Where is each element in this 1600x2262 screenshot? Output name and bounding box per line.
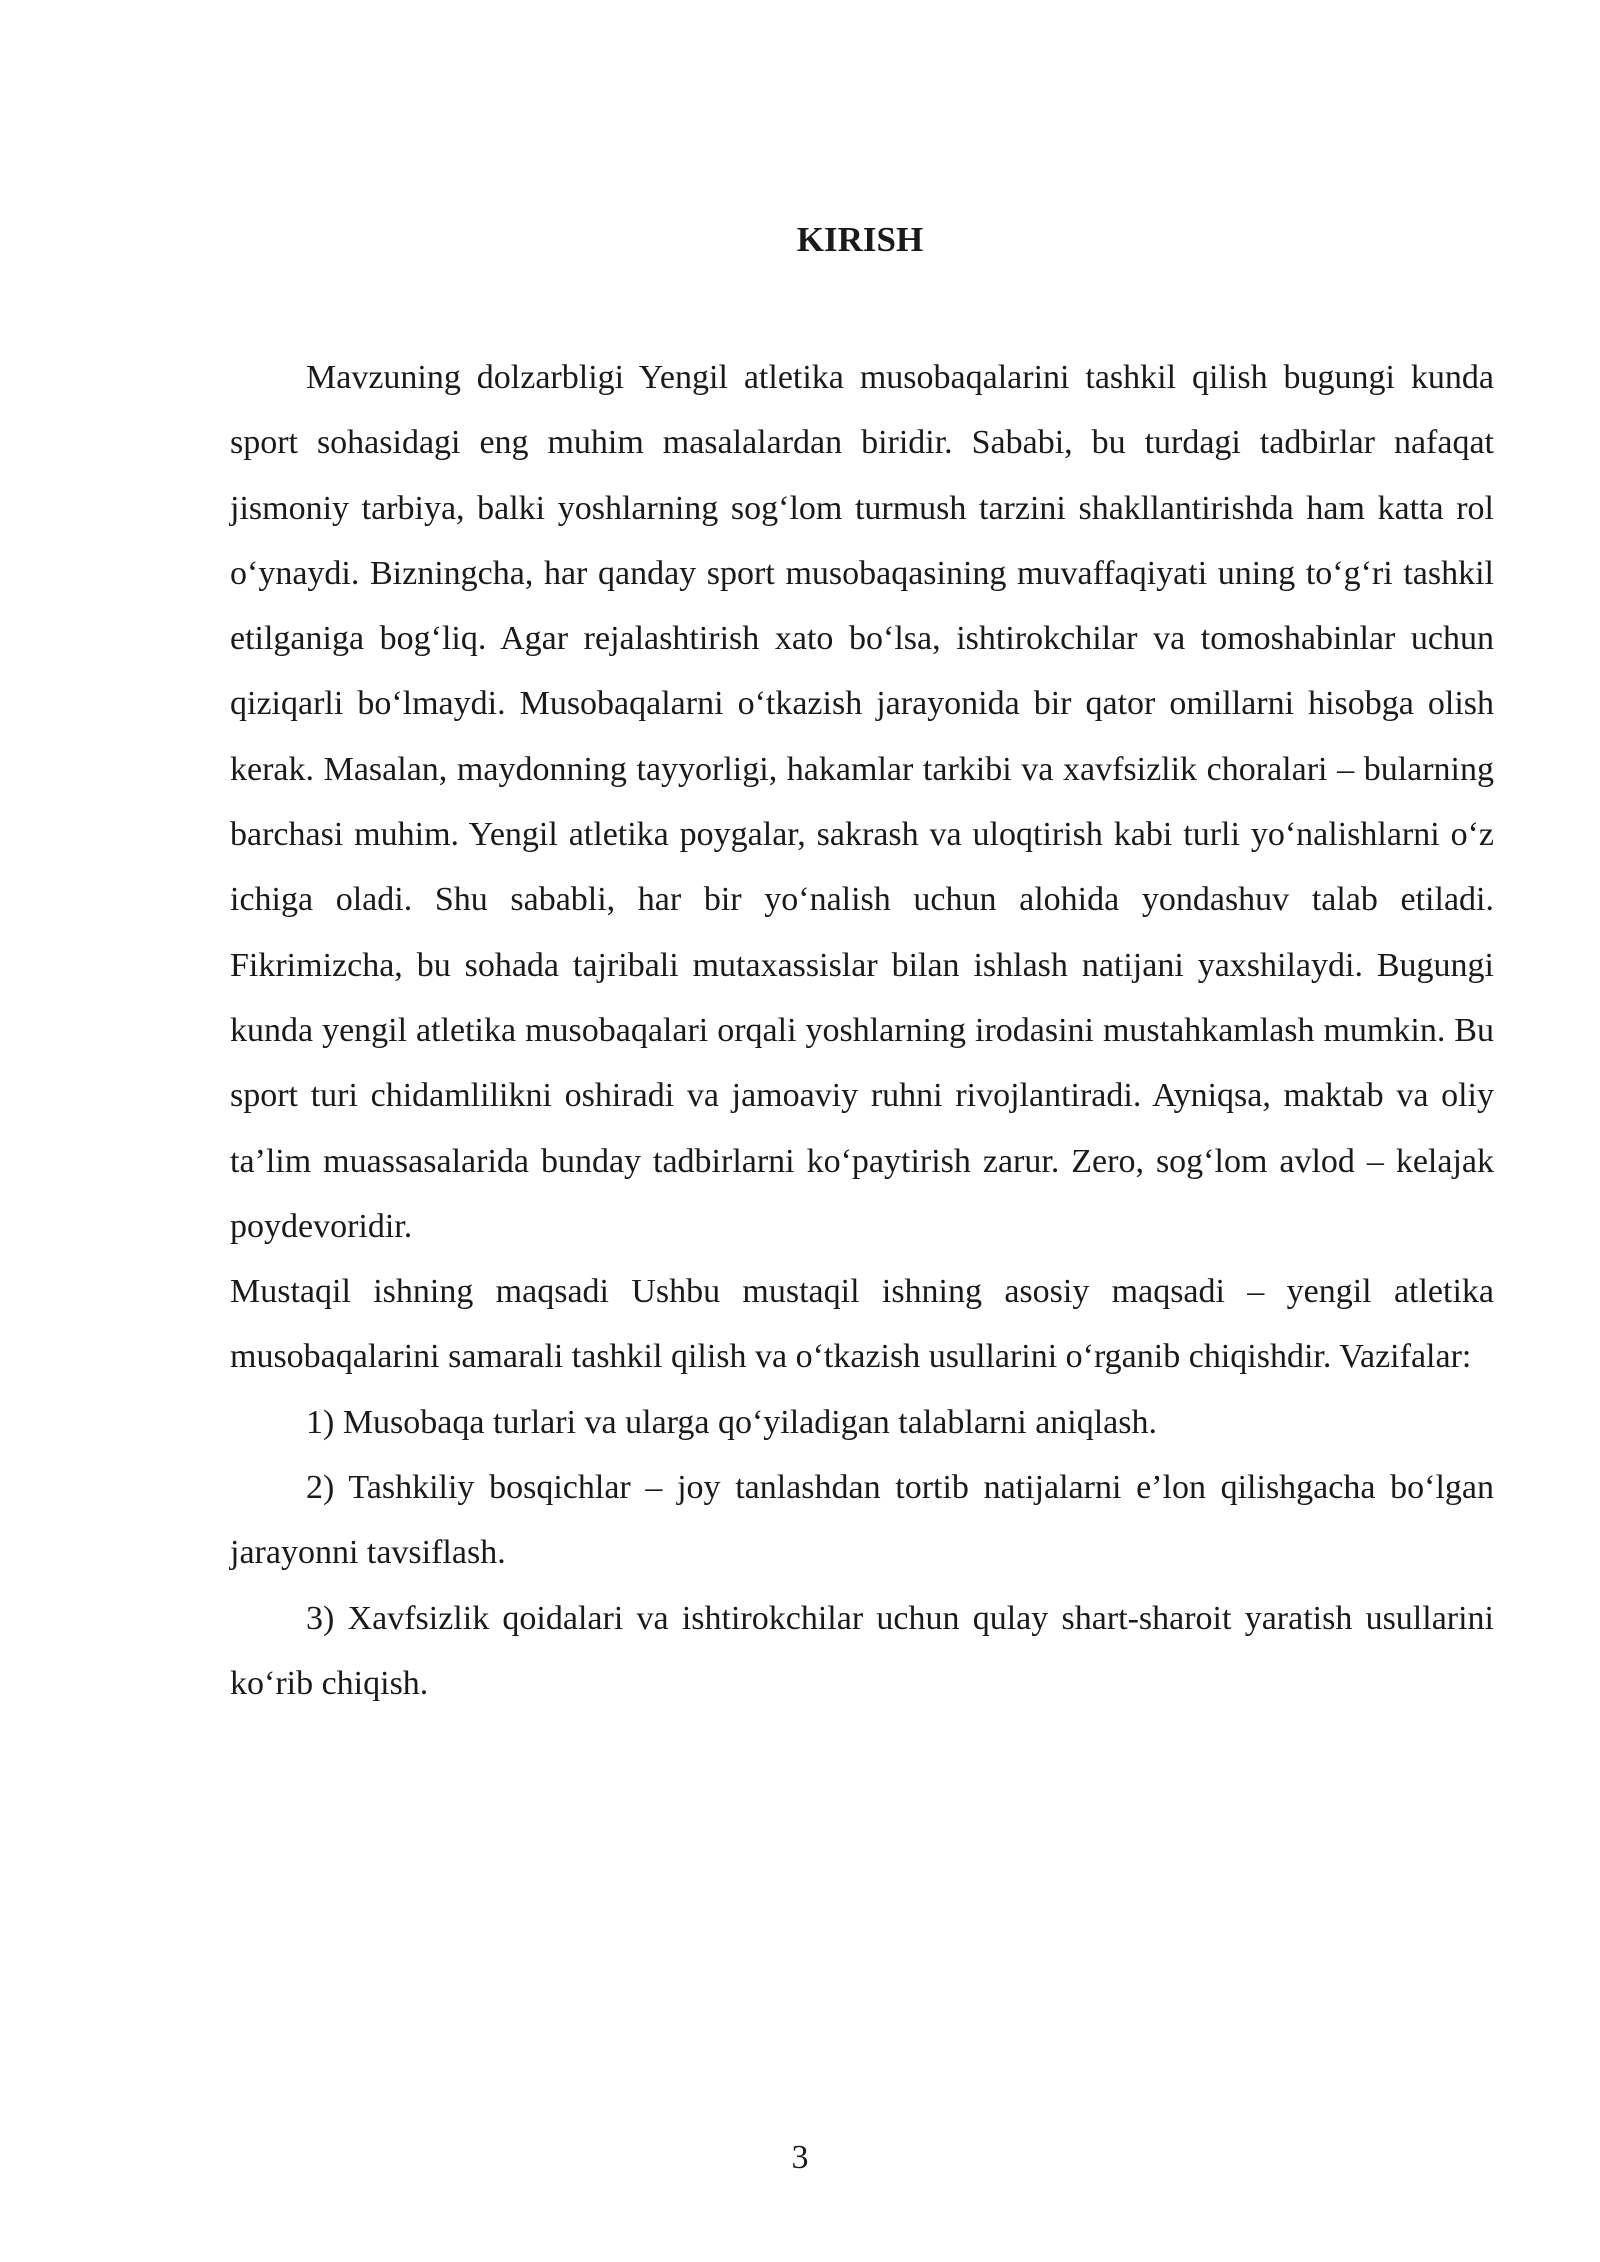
- task-item-3: 3) Xavfsizlik qoidalari va ishtirokchilar uchun qulay shart-sharoit yaratish usullarini ko‘rib chiqish.: [230, 1599, 1494, 1702]
- task-item-1: 1) Musobaqa turlari va ularga qo‘yiladigan talablarni aniqlash.: [306, 1403, 1157, 1441]
- task-item-2: 2) Tashkiliy bosqichlar – joy tanlashdan tortib natijalarni e’lon qilishgacha bo‘lgan jarayonni tavsiflash.: [230, 1469, 1494, 1572]
- body-text: [230, 345, 1494, 1716]
- paragraph-relevance: Mavzuning dolzarbligi Yengil atletika musobaqalarini tashkil qilish bugungi kunda sport sohasidagi eng muhim masalalardan biridir. Sababi, bu turdagi tadbirlar nafaqat jismoniy tarbiya, balki yoshlarning sog‘lom turmush tarzini shakllantirishda ham katta rol o‘ynaydi. Bizningcha, har qanday sport musobaqasining muvaffaqiyati uning to‘g‘ri tashkil etilganiga bog‘liq. Agar rejalashtirish xato bo‘lsa, ishtirokchilar va tomoshabinlar uchun qiziqarli bo‘lmaydi. Musobaqalarni o‘tkazish jarayonida bir qator omillarni hisobga olish kerak. Masalan, maydonning tayyorligi, hakamlar tarkibi va xavfsizlik choralari – bularning barchasi muhim. Yengil atletika poygalar, sakrash va uloqtirish kabi turli yo‘nalishlarni o‘z ichiga oladi. Shu sababli, har bir yo‘nalish uchun alohida yondashuv talab etiladi. Fikrimizcha, bu sohada tajribali mutaxassislar bilan ishlash natijani yaxshilaydi. Bugungi kunda yengil atletika musobaqalari orqali yoshlarning irodasini mustahkamlash mumkin. Bu sport turi chidamlilikni oshiradi va jamoaviy ruhni rivojlantiradi. Ayniqsa, maktab va oliy ta’lim muassasalarida bunday tadbirlarni ko‘paytirish zarur. Zero, sog‘lom avlod – kelajak poydevoridir.: [230, 359, 1494, 1245]
- paragraph-goal: Mustaqil ishning maqsadi Ushbu mustaqil ishning asosiy maqsadi – yengil atletika musobaqalarini samarali tashkil qilish va o‘tkazish usullarini o‘rganib chiqishdir. Vazifalar:: [230, 1273, 1494, 1376]
- page-title: KIRISH: [796, 220, 924, 259]
- page-number: 3: [791, 2139, 809, 2176]
